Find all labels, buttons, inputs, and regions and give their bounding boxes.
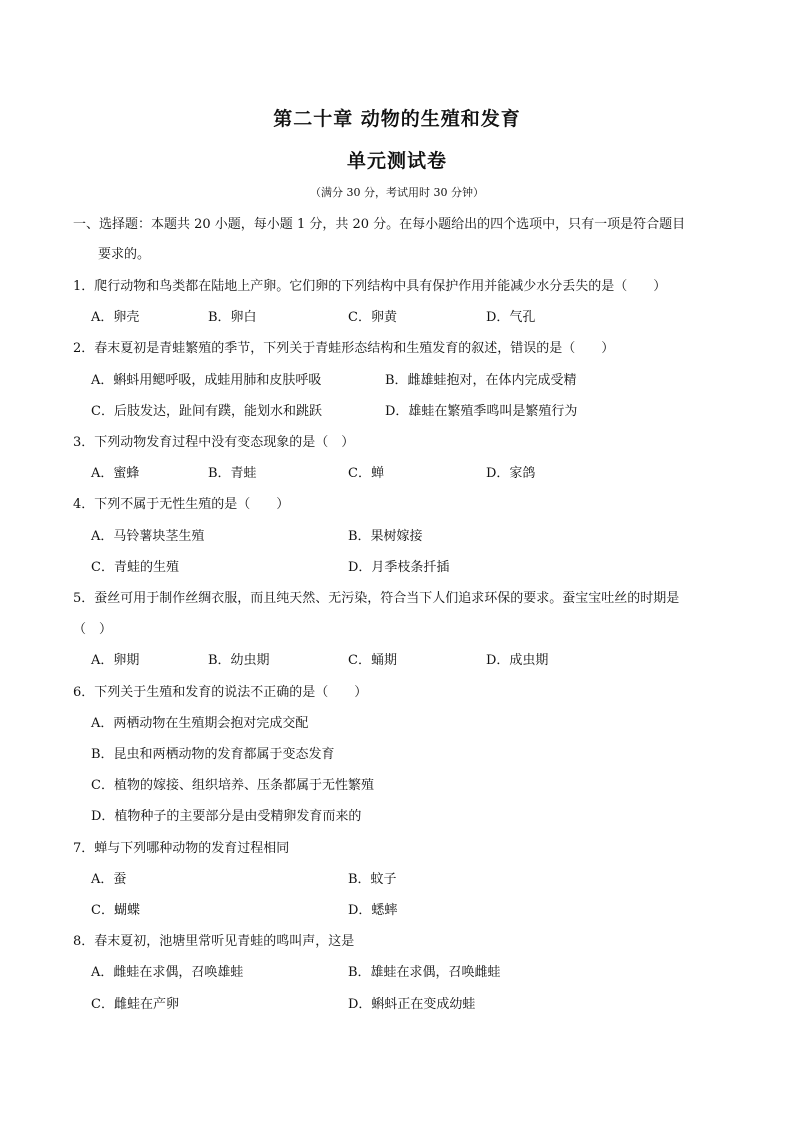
question-5-option-c: C．蛹期 (348, 653, 397, 668)
question-8-option-b: B．雄蛙在求偶，召唤雌蛙 (348, 965, 501, 980)
question-7-option-c: C．蝴蝶 (91, 903, 140, 918)
section-heading-line2: 要求的。 (98, 247, 151, 262)
question-5-option-d: D．成虫期 (486, 653, 549, 668)
question-4-option-c: C．青蛙的生殖 (91, 560, 179, 575)
question-2-option-c: C．后肢发达，趾间有蹼，能划水和跳跃 (91, 404, 322, 419)
question-8-option-d: D．蝌蚪正在变成幼蛙 (348, 997, 476, 1012)
question-2-option-d: D．雄蛙在繁殖季鸣叫是繁殖行为 (385, 404, 578, 419)
question-5-stem-cont: （ ） (73, 622, 113, 637)
question-1-option-b: B．卵白 (208, 310, 257, 325)
question-4-option-d: D．月季枝条扦插 (348, 560, 450, 575)
question-6-option-c: C．植物的嫁接、组织培养、压条都属于无性繁殖 (91, 778, 374, 793)
question-5-option-a: A．卵期 (91, 653, 140, 668)
question-7-option-b: B．蚊子 (348, 872, 397, 887)
question-6-option-a: A．两栖动物在生殖期会抱对完成交配 (91, 716, 309, 731)
question-5-option-b: B．幼虫期 (208, 653, 270, 668)
section-heading-line1: 一、选择题：本题共 20 小题，每小题 1 分，共 20 分。在每小题给出的四个选项中，只有一项是符合题目 (73, 217, 686, 232)
question-6-option-b: B．昆虫和两栖动物的发育都属于变态发育 (91, 747, 335, 762)
question-2-option-b: B．雌雄蛙抱对，在体内完成受精 (385, 373, 577, 388)
question-3-option-a: A．蜜蜂 (91, 466, 140, 481)
question-5-stem: 5．蚕丝可用于制作丝绸衣服，而且纯天然、无污染，符合当下人们追求环保的要求。蚕宝宝吐丝的时期是 (73, 591, 680, 606)
question-3-option-d: D．家鸽 (486, 466, 536, 481)
question-4-option-b: B．果树嫁接 (348, 529, 423, 544)
question-1-stem: 1．爬行动物和鸟类都在陆地上产卵。它们卵的下列结构中具有保护作用并能减少水分丢失的是（ ） (73, 279, 667, 294)
question-3-stem: 3．下列动物发育过程中没有变态现象的是（ ） (73, 435, 355, 450)
question-2-option-a: A．蝌蚪用鳃呼吸，成蛙用肺和皮肤呼吸 (91, 373, 322, 388)
question-7-option-a: A．蚕 (91, 872, 127, 887)
question-7-stem: 7．蝉与下列哪种动物的发育过程相同 (73, 841, 290, 856)
question-3-option-b: B．青蛙 (208, 466, 257, 481)
question-6-stem: 6．下列关于生殖和发育的说法不正确的是（ ） (73, 685, 368, 700)
question-8-option-c: C．雌蛙在产卵 (91, 997, 179, 1012)
question-8-stem: 8．春末夏初，池塘里常听见青蛙的鸣叫声，这是 (73, 934, 355, 949)
question-6-option-d: D．植物种子的主要部分是由受精卵发育而来的 (91, 809, 362, 824)
question-1-option-d: D．气孔 (486, 310, 536, 325)
question-7-option-d: D．蟋蟀 (348, 903, 398, 918)
question-1-option-c: C．卵黄 (348, 310, 397, 325)
question-4-stem: 4．下列不属于无性生殖的是（ ） (73, 497, 290, 512)
question-3-option-c: C．蝉 (348, 466, 384, 481)
question-2-stem: 2．春末夏初是青蛙繁殖的季节，下列关于青蛙形态结构和生殖发育的叙述，错误的是（ ） (73, 341, 615, 356)
exam-note: （满分 30 分，考试用时 30 分钟） (310, 186, 484, 199)
question-1-option-a: A．卵壳 (91, 310, 140, 325)
page-title: 第二十章 动物的生殖和发育 (273, 108, 521, 130)
question-8-option-a: A．雌蛙在求偶，召唤雄蛙 (91, 965, 244, 980)
page-subtitle: 单元测试卷 (346, 150, 447, 172)
question-4-option-a: A．马铃薯块茎生殖 (91, 529, 205, 544)
